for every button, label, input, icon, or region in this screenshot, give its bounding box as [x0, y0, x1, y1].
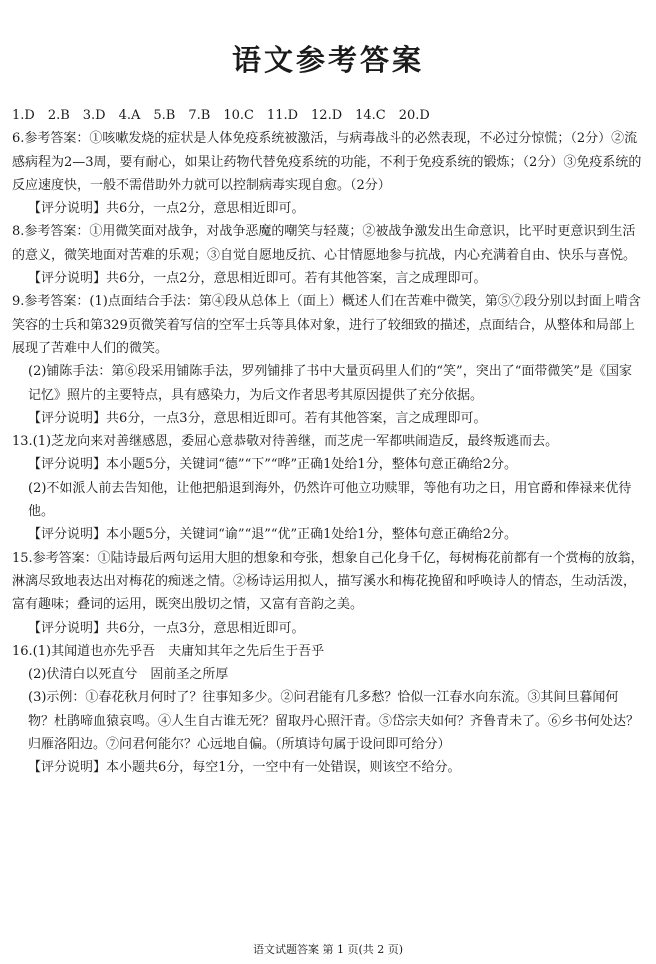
scoring-note-q15: 【评分说明】共6分，一点3分，意思相近即可。	[28, 620, 305, 636]
scoring-note-q13-part2: 【评分说明】本小题5分，关键词“谕”“退”“优”正确1处给1分，整体句意正确给2分。	[28, 527, 517, 543]
answer-q16-part3: (3)示例：①春花秋月何时了？往事知多少。②问君能有几多愁？恰似一江春水向东流。③其间旦暮闻何物？杜鹃啼血猿哀鸣。④人生自古谁无死？留取丹心照汗青。⑤岱宗夫如何？齐鲁青未了。⑥乡书何处达？归雁洛阳边。⑦问君何能尔？心远地自偏。（所填诗句属于设问即可给分）	[28, 690, 640, 753]
answer-q9-part1: 9.参考答案：(1)点面结合手法：第④段从总体上（面上）概述人们在苦难中微笑，第⑤⑦段分别以封面上啃含笑容的士兵和第329页微笑着写信的空军士兵等具体对象，进行了较细致的描述，点面结合，从整体和局部上展现了苦难中人们的微笑。	[12, 294, 641, 356]
scoring-note-q6: 【评分说明】共6分，一点2分，意思相近即可。	[28, 201, 305, 217]
answer-q15: 15.参考答案：①陆诗最后两句运用大胆的想象和夸张，想象自己化身千亿，每树梅花前都有一个赏梅的放翁，淋漓尽致地表达出对梅花的痴迷之情。②杨诗运用拟人，描写溪水和梅花挽留和呼唤诗人的情态，生动活泼，富有趣味；叠词的运用，既突出殷切之情，又富有音韵之美。	[12, 550, 644, 613]
answer-q6: 6.参考答案：①咳嗽发烧的症状是人体免疫系统被激活，与病毒战斗的必然表现，不必过分惊慌；（2分）②流感病程为2—3周，要有耐心，如果让药物代替免疫系统的功能，不利于免疫系统的锻炼；（2分）③免疫系统的反应速度快，一般不需借助外力就可以控制病毒实现自愈。（2分）	[12, 131, 642, 193]
scoring-note-q13-part1: 【评分说明】本小题5分，关键词“德”“下”“哗”正确1处给1分，整体句意正确给2分。	[28, 457, 517, 473]
page-title: 语文参考答案	[231, 43, 424, 77]
answer-content	[12, 104, 644, 780]
answer-q13-part2: (2)不如派人前去告知他，让他把船退到海外，仍然许可他立功赎罪，等他有功之日，用官爵和俸禄来优待他。	[28, 480, 632, 520]
answer-q16-part2: (2)伏清白以死直兮 固前圣之所厚	[28, 667, 229, 683]
scoring-note-q8: 【评分说明】共6分，一点2分，意思相近即可。若有其他答案，言之成理即可。	[28, 271, 487, 287]
page-footer: 语文试题答案 第 1 页(共 2 页)	[252, 943, 404, 956]
scoring-note-q16: 【评分说明】本小题共6分，每空1分，一空中有一处错误，则该空不给分。	[28, 760, 461, 776]
answer-q16-part1: 16.(1)其闻道也亦先乎吾 夫庸知其年之先后生于吾乎	[12, 643, 325, 659]
multiple-choice-answers: 1.D 2.B 3.D 4.A 5.B 7.B 10.C 11.D 12.D 14.C 20.D	[12, 108, 430, 123]
answer-q8: 8.参考答案：①用微笑面对战争，对战争恶魔的嘲笑与轻蔑；②被战争激发出生命意识，比平时更意识到生活的意义，微笑地面对苦难的乐观；③自觉自愿地反抗、心甘情愿地参与抗战，内心充满着自由、快乐与喜悦。	[12, 224, 637, 263]
answer-q9-part2: (2)铺陈手法：第⑥段采用铺陈手法，罗列铺排了书中大量页码里人们的“笑”，突出了“面带微笑”是《国家记忆》照片的主要特点，具有感染力，为后文作者思考其原因提供了充分依据。	[28, 364, 632, 403]
answer-q13-part1: 13.(1)芝龙向来对善继感恩，委屈心意恭敬对待善继，而芝虎一军都哄闹造反，最终叛逃而去。	[12, 434, 559, 450]
scoring-note-q9: 【评分说明】共6分，一点3分，意思相近即可。若有其他答案，言之成理即可。	[28, 410, 487, 426]
